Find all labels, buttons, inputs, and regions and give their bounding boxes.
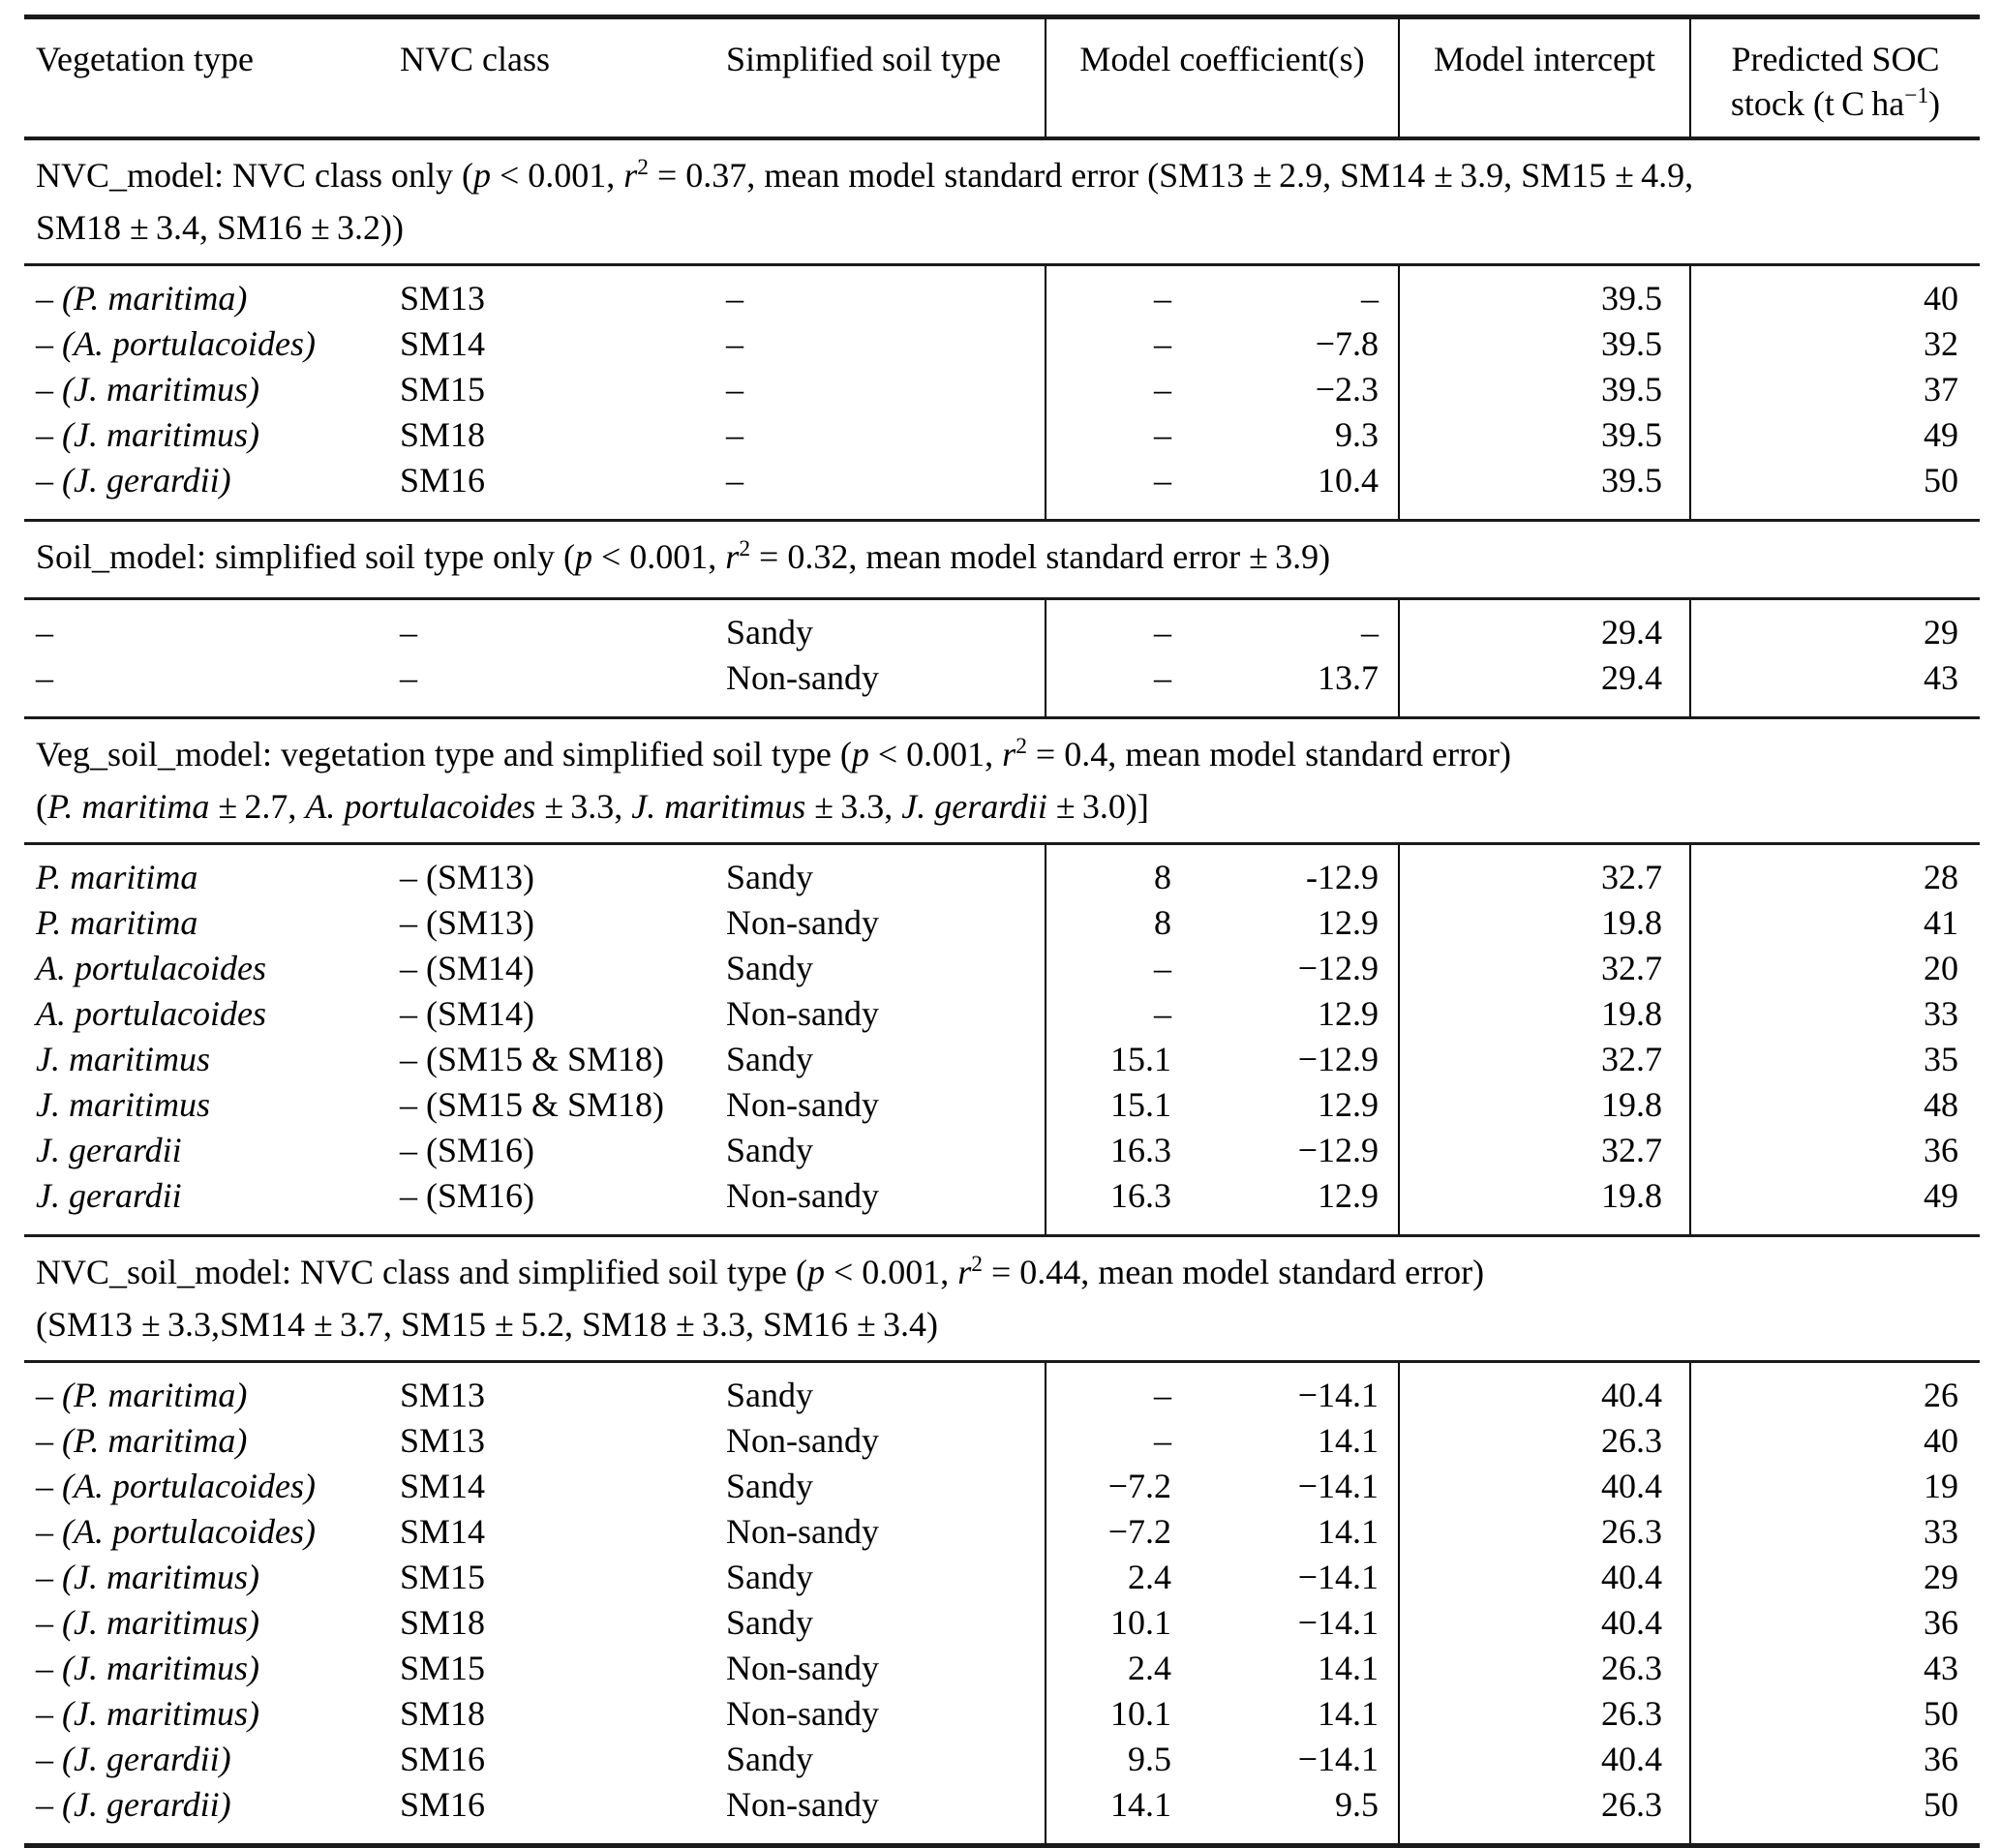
section-title-row [24, 1235, 1980, 1361]
soc-stock-cell: 20 [1924, 948, 1959, 987]
section-title-line2: (SM13 ± 3.3,SM14 ± 3.7, SM15 ± 5.2, SM18 ± 3.3, SM16 ± 3.4) [36, 1304, 938, 1344]
soc-stock-cell: 50 [1924, 1693, 1959, 1733]
intercept-cell: 32.7 [1399, 1037, 1690, 1082]
soc-stock-cell: 40 [1924, 278, 1959, 318]
soil-type-cell: Non-sandy [687, 1646, 1046, 1691]
vegetation-cell: – (J. maritimus) [36, 1693, 259, 1733]
nvc-class-cell: – (SM14) [400, 948, 535, 987]
section-veg-soil-model-rows [24, 843, 1980, 1235]
soil-type-cell: Non-sandy [687, 655, 1046, 718]
coefficient1-cell: – [1154, 278, 1171, 318]
coefficient1-cell: – [1154, 1420, 1171, 1460]
table-row [24, 264, 1980, 321]
vegetation-cell: – (A. portulacoides) [36, 1466, 316, 1505]
species-name: (A. portulacoides) [62, 1511, 316, 1551]
col-header-predicted-soc-stock [1690, 17, 1980, 138]
soil-type-cell: Sandy [687, 1361, 1046, 1418]
soil-type-cell: Sandy [687, 1128, 1046, 1173]
species-name: (J. maritimus) [62, 1602, 259, 1642]
table-row [24, 946, 1980, 991]
nvc-class-cell: SM13 [400, 1375, 486, 1414]
r-variable: r [1002, 734, 1016, 773]
nvc-class-cell: SM16 [400, 1784, 486, 1824]
coefficient1-cell: 10.1 [1110, 1602, 1171, 1642]
section-title-line1: NVC_soil_model: NVC class and simplified soil type (p < 0.001, $r^2 = 0.44$, mean model standard error) [36, 1251, 1485, 1291]
vegetation-cell: – (J. gerardii) [36, 460, 231, 500]
nvc-class-cell: SM14 [400, 323, 486, 363]
nvc-class-cell: SM13 [400, 1420, 486, 1460]
species-name: A. portulacoides [305, 786, 536, 826]
soil-type-cell: – [687, 458, 1046, 521]
nvc-class-cell: SM14 [400, 1466, 486, 1505]
nvc-class-cell: SM14 [400, 1511, 486, 1551]
intercept-cell: 32.7 [1399, 946, 1690, 991]
section-title-line1: Veg_soil_model: vegetation type and simplified soil type (p < 0.001, $r^2 = 0.4$, mean model standard error) [36, 733, 1512, 773]
intercept-cell: 40.4 [1399, 1600, 1690, 1646]
vegetation-cell: – (J. gerardii) [36, 1739, 231, 1778]
table-row [24, 321, 1980, 367]
vegetation-cell: – (J. maritimus) [36, 1648, 259, 1687]
soc-stock-cell: 33 [1924, 1511, 1959, 1551]
species-name: (A. portulacoides) [62, 323, 316, 363]
coefficient2-cell: −14.1 [1215, 1600, 1399, 1646]
species-name: (A. portulacoides) [62, 1466, 316, 1505]
nvc-class-cell: SM15 [400, 1557, 486, 1596]
superscript-2: 2 [637, 154, 649, 180]
soc-header-line2: stock (t C $ha^{-1}$) [1730, 83, 1941, 123]
nvc-class-cell: SM13 [400, 278, 486, 318]
coefficient1-cell: – [1154, 414, 1171, 454]
soc-stock-cell: 36 [1924, 1602, 1959, 1642]
section-soil-model-rows [24, 598, 1980, 717]
p-variable: p [472, 155, 491, 195]
soil-type-cell: Sandy [687, 1600, 1046, 1646]
vegetation-cell: – (P. maritima) [36, 278, 248, 318]
nvc-class-cell: SM16 [400, 460, 486, 500]
vegetation-cell: – (J. maritimus) [36, 414, 259, 454]
vegetation-cell: – (P. maritima) [36, 1420, 248, 1460]
species-name: A. portulacoides [36, 993, 266, 1033]
section-title-line1: NVC_model: NVC class only (p < 0.001, $r^2 = 0.37$, mean model standard error (SM13 ± 2.9, SM14 ± 3.9, SM15 ± 4.9, [36, 154, 1694, 195]
coefficient1-cell: −7.2 [1107, 1511, 1171, 1551]
intercept-cell: 19.8 [1399, 1082, 1690, 1128]
table-row [24, 1737, 1980, 1782]
superscript-minus-one: −1 [1904, 83, 1929, 109]
table-row [24, 991, 1980, 1037]
vegetation-cell [24, 1173, 363, 1236]
table-row [24, 1782, 1980, 1846]
coefficient2-cell: 14.1 [1215, 1691, 1399, 1737]
section-title-row [24, 717, 1980, 843]
intercept-cell: 26.3 [1399, 1691, 1690, 1737]
soil-type-cell: Non-sandy [687, 991, 1046, 1037]
vegetation-cell: – (J. maritimus) [36, 1557, 259, 1596]
soil-type-cell: Sandy [687, 1737, 1046, 1782]
soil-type-cell: – [687, 264, 1046, 321]
soil-type-cell: – [687, 321, 1046, 367]
nvc-class-cell: – (SM16) [400, 1175, 535, 1215]
species-name: J. gerardii [36, 1130, 182, 1169]
soil-type-cell: Non-sandy [687, 1691, 1046, 1737]
soc-stock-cell: 49 [1924, 414, 1959, 454]
species-name: J. maritimus [36, 1084, 210, 1124]
soil-type-cell: – [687, 367, 1046, 412]
superscript-2: 2 [971, 1251, 983, 1277]
vegetation-cell [24, 1128, 363, 1173]
section-title-line2: (P. maritima ± 2.7, A. portulacoides ± 3.3, J. maritimus ± 3.3, J. gerardii ± 3.0)] [36, 786, 1149, 826]
table-row [24, 1555, 1980, 1600]
coefficient1-cell: – [1154, 993, 1171, 1033]
soc-stock-cell: 50 [1924, 1784, 1959, 1824]
section-title-veg-soil-model [24, 717, 1980, 843]
intercept-cell: 39.5 [1399, 264, 1690, 321]
p-variable: p [574, 536, 592, 576]
section-nvc-model-rows [24, 264, 1980, 520]
species-name: (J. maritimus) [62, 369, 259, 409]
soil-type-cell: Sandy [687, 1555, 1046, 1600]
r-variable: r [623, 155, 638, 195]
coefficient1-cell: 9.5 [1128, 1739, 1171, 1778]
table-row [24, 1173, 1980, 1236]
coefficient1-cell: – [1154, 1375, 1171, 1414]
species-name: (J. gerardii) [62, 1739, 231, 1778]
coefficient1-cell: 2.4 [1128, 1648, 1171, 1687]
species-name: A. portulacoides [36, 948, 266, 987]
soc-stock-cell: 29 [1924, 612, 1959, 651]
coefficient2-cell: −14.1 [1215, 1464, 1399, 1509]
table-row [24, 412, 1980, 458]
coefficient1-cell: – [1154, 657, 1171, 697]
soc-stock-cell: 35 [1924, 1039, 1959, 1078]
soc-stock-cell: 50 [1924, 460, 1959, 500]
soc-stock-cell: 37 [1924, 369, 1959, 409]
intercept-cell: 40.4 [1399, 1555, 1690, 1600]
species-name: P. maritima [36, 902, 198, 942]
table-row [24, 1082, 1980, 1128]
coefficient2-cell: 12.9 [1215, 1082, 1399, 1128]
section-veg-soil-model-title [24, 717, 1980, 843]
coefficient2-cell: – [1215, 598, 1399, 655]
coefficient2-cell: 12.9 [1215, 991, 1399, 1037]
soc-stock-cell: 41 [1924, 902, 1959, 942]
intercept-cell: 19.8 [1399, 991, 1690, 1037]
intercept-cell: 40.4 [1399, 1361, 1690, 1418]
intercept-cell: 19.8 [1399, 900, 1690, 946]
coefficient1-cell: 15.1 [1110, 1084, 1171, 1124]
soil-type-cell: Non-sandy [687, 1509, 1046, 1555]
coefficient1-cell: 16.3 [1110, 1175, 1171, 1215]
soc-stock-cell: 33 [1924, 993, 1959, 1033]
paper-table [24, 0, 1980, 1848]
header-row [24, 17, 1980, 138]
coefficient2-cell: −2.3 [1215, 367, 1399, 412]
vegetation-cell: – [36, 612, 53, 651]
table-row [24, 1037, 1980, 1082]
coefficient1-cell: – [1154, 369, 1171, 409]
intercept-cell: 29.4 [1399, 598, 1690, 655]
soc-stock-cell: 26 [1924, 1375, 1959, 1414]
nvc-class-cell: SM15 [400, 1648, 486, 1687]
section-nvc-soil-model-rows [24, 1361, 1980, 1845]
intercept-cell: 39.5 [1399, 367, 1690, 412]
coefficient2-cell: −12.9 [1215, 1128, 1399, 1173]
vegetation-cell: – (J. maritimus) [36, 369, 259, 409]
intercept-cell: 32.7 [1399, 843, 1690, 900]
soil-type-cell: Sandy [687, 1037, 1046, 1082]
soil-type-cell: Sandy [687, 1464, 1046, 1509]
soil-type-cell: Non-sandy [687, 1418, 1046, 1464]
intercept-cell: 29.4 [1399, 655, 1690, 718]
species-name: (J. gerardii) [62, 460, 231, 500]
vegetation-cell: – [36, 657, 53, 697]
nvc-class-cell: – (SM15 & SM18) [400, 1084, 665, 1124]
coefficient1-cell: 15.1 [1110, 1039, 1171, 1078]
nvc-class-cell: SM18 [400, 1693, 486, 1733]
table-row [24, 1418, 1980, 1464]
vegetation-cell: – (A. portulacoides) [36, 323, 316, 363]
species-name: (J. maritimus) [62, 414, 259, 454]
species-name: P. maritima [36, 857, 198, 896]
intercept-cell: 26.3 [1399, 1418, 1690, 1464]
vegetation-cell: – (P. maritima) [36, 1375, 248, 1414]
soil-type-cell: Sandy [687, 843, 1046, 900]
superscript-2: 2 [739, 535, 751, 561]
coefficient2-cell: 12.9 [1215, 900, 1399, 946]
soil-type-cell: Sandy [687, 946, 1046, 991]
soc-stock-cell: 32 [1924, 323, 1959, 363]
nvc-class-cell: SM15 [400, 369, 486, 409]
coefficient1-cell: 10.1 [1110, 1693, 1171, 1733]
col-header-model-intercept: Model intercept [1399, 17, 1690, 138]
intercept-cell: 39.5 [1399, 321, 1690, 367]
table-row [24, 1361, 1980, 1418]
coefficient2-cell: 14.1 [1215, 1418, 1399, 1464]
soc-stock-cell: 36 [1924, 1739, 1959, 1778]
species-name: (J. maritimus) [62, 1648, 259, 1687]
nvc-class-cell: – (SM16) [400, 1130, 535, 1169]
section-nvc-model-title [24, 138, 1980, 265]
coefficient1-cell: – [1154, 460, 1171, 500]
coefficient2-cell: -12.9 [1215, 843, 1399, 900]
soc-header-line1: Predicted SOC [1731, 40, 1940, 78]
intercept-cell: 26.3 [1399, 1509, 1690, 1555]
vegetation-cell: – (J. gerardii) [36, 1784, 231, 1824]
vegetation-cell: – (A. portulacoides) [36, 1511, 316, 1551]
table-row [24, 655, 1980, 718]
coefficient2-cell: −14.1 [1215, 1737, 1399, 1782]
coefficient2-cell: 9.3 [1215, 412, 1399, 458]
soil-type-cell: Non-sandy [687, 1082, 1046, 1128]
soc-stock-cell: 43 [1924, 1648, 1959, 1687]
intercept-cell: 40.4 [1399, 1464, 1690, 1509]
nvc-class-cell: – (SM15 & SM18) [400, 1039, 665, 1078]
superscript-2: 2 [1016, 733, 1027, 759]
intercept-cell: 39.5 [1399, 458, 1690, 521]
section-nvc-soil-model-title [24, 1235, 1980, 1361]
coefficient2-cell: −12.9 [1215, 1037, 1399, 1082]
coefficient1-cell: −7.2 [1107, 1466, 1171, 1505]
species-name: J. maritimus [36, 1039, 210, 1078]
coefficient1-cell: – [1154, 948, 1171, 987]
section-title-line1: Soil_model: simplified soil type only (p < 0.001, $r^2 = 0.32$, mean model standard error ± 3.9) [36, 535, 1331, 576]
table-row [24, 1691, 1980, 1737]
nvc-class-cell: – (SM14) [400, 993, 535, 1033]
intercept-cell: 19.8 [1399, 1173, 1690, 1236]
col-header-model-coefficients: Model coefficient(s) [1046, 17, 1399, 138]
coefficient1-cell: 2.4 [1128, 1557, 1171, 1596]
intercept-cell: 26.3 [1399, 1782, 1690, 1846]
section-title-line2: SM18 ± 3.4, SM16 ± 3.2)) [36, 207, 404, 247]
intercept-cell: 40.4 [1399, 1737, 1690, 1782]
soc-stock-cell: 28 [1924, 857, 1959, 896]
coefficient2-cell: −14.1 [1215, 1361, 1399, 1418]
table-header [24, 17, 1980, 138]
species-name: J. maritimus [631, 786, 806, 826]
coefficient2-cell: 14.1 [1215, 1646, 1399, 1691]
vegetation-cell [24, 1082, 363, 1128]
soil-type-cell: Non-sandy [687, 1782, 1046, 1846]
soil-type-cell: Non-sandy [687, 1173, 1046, 1236]
table-row [24, 843, 1980, 900]
species-name: J. gerardii [36, 1175, 182, 1215]
nvc-class-cell: – [400, 612, 417, 651]
species-name: (P. maritima) [62, 278, 248, 318]
coefficient2-cell: 13.7 [1215, 655, 1399, 718]
vegetation-cell [24, 991, 363, 1037]
r-variable: r [957, 1252, 972, 1291]
section-title-soil-model [24, 520, 1980, 598]
vegetation-cell [24, 946, 363, 991]
table-row [24, 900, 1980, 946]
vegetation-cell [24, 900, 363, 946]
nvc-class-cell: SM18 [400, 414, 486, 454]
intercept-cell: 39.5 [1399, 412, 1690, 458]
soc-models-table [24, 15, 1980, 1848]
col-header-vegetation-type: Vegetation type [36, 40, 254, 78]
p-variable: p [806, 1252, 825, 1291]
soc-stock-cell: 48 [1924, 1084, 1959, 1124]
coefficient1-cell: – [1154, 612, 1171, 651]
species-name: (J. maritimus) [62, 1557, 259, 1596]
coefficient2-cell: −12.9 [1215, 946, 1399, 991]
nvc-class-cell: – (SM13) [400, 857, 535, 896]
section-title-row [24, 520, 1980, 598]
p-variable: p [851, 734, 869, 773]
col-header-nvc-class: NVC class [400, 40, 550, 78]
species-name: P. maritima [47, 786, 210, 826]
table-row [24, 1128, 1980, 1173]
soil-type-cell: Non-sandy [687, 900, 1046, 946]
species-name: (J. gerardii) [62, 1784, 231, 1824]
soc-stock-cell: 43 [1924, 657, 1959, 697]
species-name: J. gerardii [901, 786, 1047, 826]
table-row [24, 1509, 1980, 1555]
coefficient2-cell: −14.1 [1215, 1555, 1399, 1600]
coefficient2-cell: 10.4 [1215, 458, 1399, 521]
intercept-cell: 32.7 [1399, 1128, 1690, 1173]
soil-type-cell: – [687, 412, 1046, 458]
table-row [24, 1646, 1980, 1691]
section-title-row [24, 138, 1980, 265]
coefficient1-cell: – [1154, 323, 1171, 363]
table-row [24, 598, 1980, 655]
nvc-class-cell: – (SM13) [400, 902, 535, 942]
soc-stock-cell: 29 [1924, 1557, 1959, 1596]
species-name: (P. maritima) [62, 1420, 248, 1460]
section-soil-model-title [24, 520, 1980, 598]
col-header-simplified-soil-type: Simplified soil type [687, 17, 1046, 138]
coefficient2-cell: – [1215, 264, 1399, 321]
r-variable: r [725, 536, 740, 576]
coefficient2-cell: 14.1 [1215, 1509, 1399, 1555]
species-name: (P. maritima) [62, 1375, 248, 1414]
vegetation-cell [24, 843, 363, 900]
soc-stock-cell: 19 [1924, 1466, 1959, 1505]
intercept-cell: 26.3 [1399, 1646, 1690, 1691]
coefficient1-cell: 8 [1154, 857, 1171, 896]
coefficient2-cell: 9.5 [1215, 1782, 1399, 1846]
table-row [24, 1464, 1980, 1509]
coefficient2-cell: −7.8 [1215, 321, 1399, 367]
soc-stock-cell: 49 [1924, 1175, 1959, 1215]
table-row [24, 367, 1980, 412]
coefficient2-cell: 12.9 [1215, 1173, 1399, 1236]
soc-stock-cell: 36 [1924, 1130, 1959, 1169]
nvc-class-cell: SM18 [400, 1602, 486, 1642]
soc-stock-cell: 40 [1924, 1420, 1959, 1460]
vegetation-cell [24, 1037, 363, 1082]
nvc-class-cell: SM16 [400, 1739, 486, 1778]
species-name: (J. maritimus) [62, 1693, 259, 1733]
section-title-nvc-model [24, 138, 1980, 265]
section-title-nvc-soil-model [24, 1235, 1980, 1361]
soil-type-cell: Sandy [687, 598, 1046, 655]
nvc-class-cell: – [400, 657, 417, 697]
table-row [24, 458, 1980, 521]
table-row [24, 1600, 1980, 1646]
coefficient1-cell: 14.1 [1110, 1784, 1171, 1824]
coefficient1-cell: 8 [1154, 902, 1171, 942]
vegetation-cell: – (J. maritimus) [36, 1602, 259, 1642]
coefficient1-cell: 16.3 [1110, 1130, 1171, 1169]
